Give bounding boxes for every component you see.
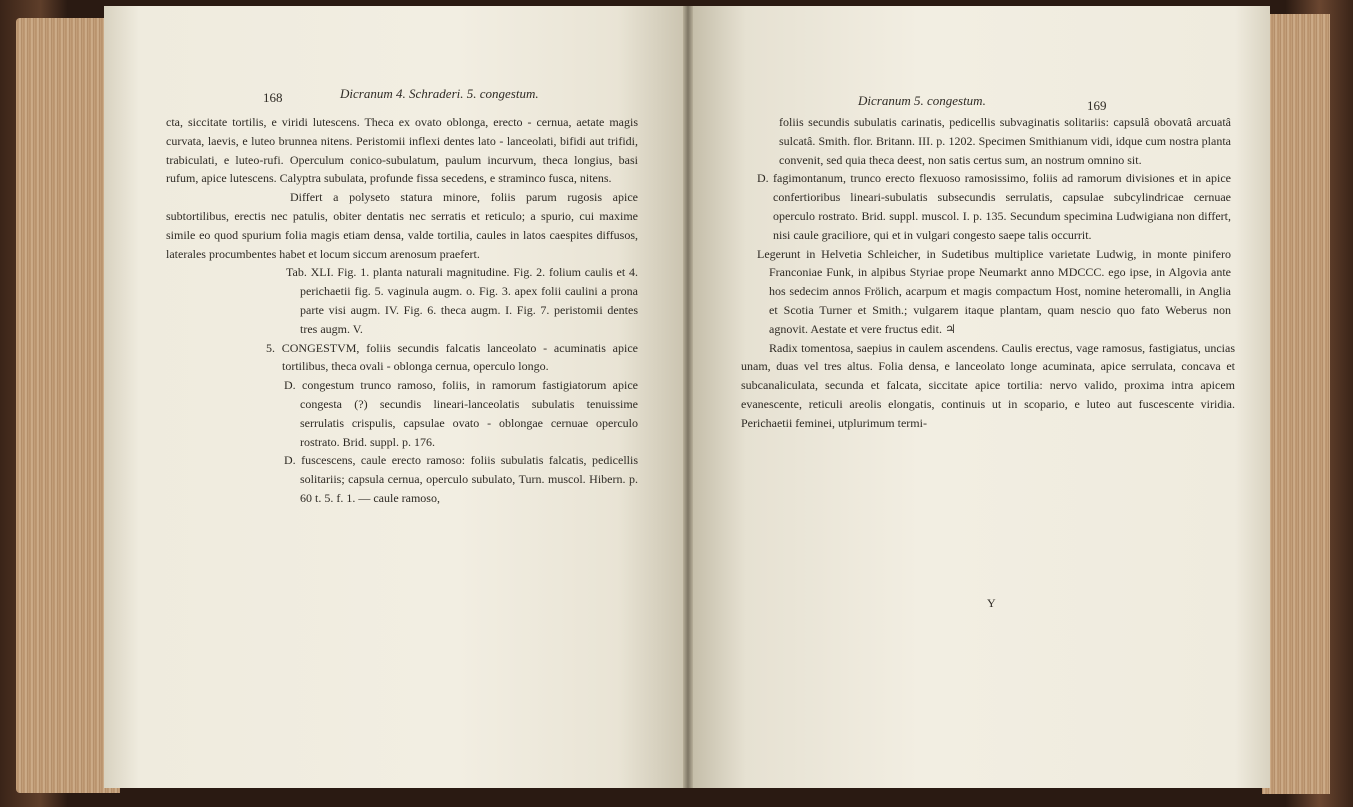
right-running-head: Dicranum 5. congestum. — [858, 93, 986, 108]
left-paragraph-6: D. fuscescens, caule erecto ramoso: foliis subulatis falcatis, pedicellis solitariis; capsula cernua, operculo subulato, Turn. muscol. Hibern. p. 60 t. 5. f. 1. — caule ramoso, — [284, 453, 638, 505]
signature-mark: Y — [987, 596, 996, 610]
right-paragraph-2: D. fagimontanum, trunco erecto flexuoso ramosissimo, foliis ad ramorum divisiones et in apice confertioribus lineari-subulatis subsecundis serrulatis, capsulae subcylindricae cernuae operculo rostrato. Brid. suppl. muscol. I. p. 135. Secundum specimina Ludwigiana non differt, nisi caule graciliore, qui et in vulgari congesto saepe talis occurrit. — [757, 171, 1231, 242]
left-paragraph-2: Differt a polyseto statura minore, foliis parum rugosis apice subtortilibus, erectis nec patulis, obiter dentatis nec serratis et reticulo; a spurio, cui maxime simile eo quod spurium folia magis etiam densa, valde tortilia, caules in latos caespites diffusos, laterales procumbentes habet et locum siccum arenosum praefert. — [166, 190, 638, 261]
right-text-block — [741, 113, 1235, 433]
left-paragraph-1: cta, siccitate tortilis, e viridi lutescens. Theca ex ovato oblonga, erecto - cernua, aetate magis curvata, laevis, e luteo brunnea nitens. Peristomii inflexi dentes lato - lanceolati, bifidi aut trifidi, trabiculati, e luteo-rufi. Operculum conico-subulatum, paulum incurvum, theca longius, basi rufum, apice lutescens. Calyptra subulata, profunde fissa secedens, e straminco fusca, nitens. — [166, 115, 638, 186]
right-page-number: 169 — [1087, 98, 1107, 113]
left-paragraph-4: 5. CONGESTVM, foliis secundis falcatis lanceolato - acuminatis apice tortilibus, theca ovali - oblonga cernua, operculo longo. — [266, 340, 638, 374]
left-text-block — [166, 113, 638, 508]
book-gutter — [683, 6, 693, 788]
right-paragraph-4: Radix tomentosa, saepius in caulem ascendens. Caulis erectus, vage ramosus, fastigiatus, uncias unam, duas vel tres altus. Folia densa, e lanceolato longe acuminata, apice serrulata, concava et subcanaliculata, secunda et falcata, siccitate apice tortilia: nervo valido, proxima intra apicem evanescente, reticuli areolis elongatis, continuis ut in scopario, e luteo aut fuscescente viridia. Perichaetii feminei, utplurimum termi- — [741, 340, 1235, 430]
left-page-number: 168 — [263, 90, 283, 105]
right-paragraph-1: foliis secundis subulatis carinatis, pedicellis subvaginatis solitariis: capsulâ obovatâ arcuatâ sulcatâ. Smith. flor. Britann. III. p. 1202. Specimen Smithianum vidi, idque cum nostra planta convenit, sed quia theca deest, non satis certus sum, an nostrum omnino sit. — [779, 115, 1231, 167]
page-edges-right — [1262, 14, 1330, 794]
right-paragraph-3: Legerunt in Helvetia Schleicher, in Sudetibus multiplice varietate Ludwig, in monte pinifero Franconiae Funk, in alpibus Styriae prope Neumarkt anno MDCCC. ego ipse, in Algovia ante hos sedecim annos Frölich, acarpum et magis compactum Host, nomine heteromalli, in Anglia et Scotia Turner et Smith.; vulgarem itaque plantam, quam nescio quo fato Weberus non agnovit. Aestate et vere fructus edit. ♃ — [757, 246, 1231, 336]
left-paragraph-5: D. congestum trunco ramoso, foliis, in ramorum fastigiatorum apice congesta (?) secundis lineari-lanceolatis subulatis tenuissime serrulatis crispulis, capsulae ovato - oblongae cernuae operculo rostrato. Brid. suppl. p. 176. — [284, 378, 638, 449]
left-paragraph-3: Tab. XLI. Fig. 1. planta naturali magnitudine. Fig. 2. folium caulis et 4. perichaetii fig. 5. vaginula augm. o. Fig. 3. apex folii caulini a prona parte visi augm. IV. Fig. 6. theca augm. I. Fig. 7. peristomii dentes tres augm. V. — [286, 265, 638, 336]
left-running-head: Dicranum 4. Schraderi. 5. congestum. — [340, 86, 539, 101]
